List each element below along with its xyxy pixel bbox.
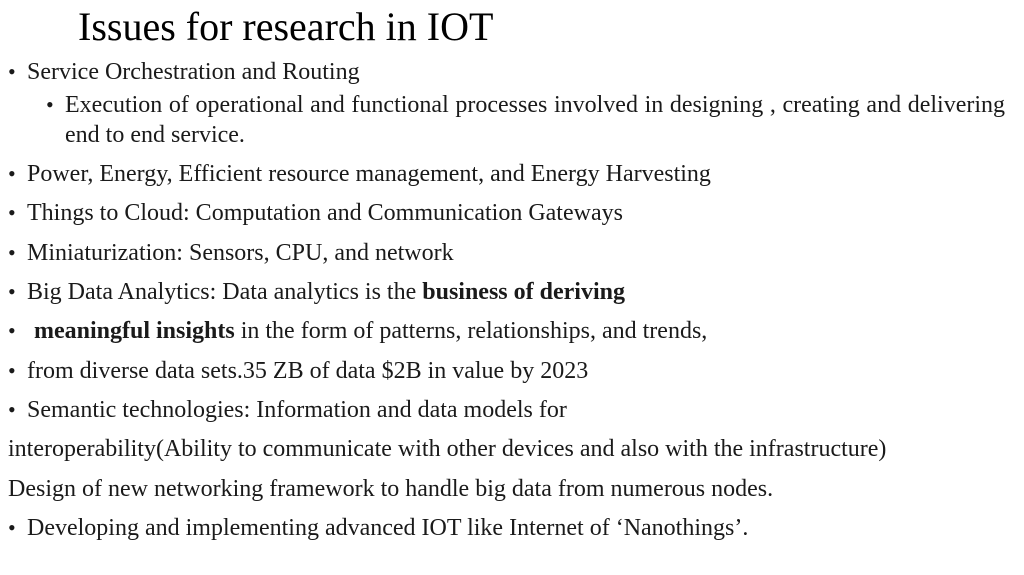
bullet-text-plain: Big Data Analytics: Data analytics is the	[27, 279, 423, 305]
slide-title: Issues for research in IOT	[78, 4, 494, 49]
bullet-icon: •	[8, 397, 16, 422]
sub-bullet-text: Execution of operational and functional processes involved in designing , creating and delivering end to end service.	[65, 92, 1005, 148]
bullet-icon: •	[8, 200, 16, 225]
paragraph-text: interoperability(Ability to communicate with other devices and also with the infrastructure)	[8, 436, 887, 462]
bullet-icon: •	[8, 240, 16, 265]
bullet-text-bold: business of deriving	[422, 279, 625, 305]
bullet-text	[27, 277, 625, 307]
bullet-text: Power, Energy, Efficient resource management, and Energy Harvesting	[27, 161, 711, 187]
bullet-text-bold: meaningful insights	[34, 318, 235, 344]
bullet-text: Miniaturization: Sensors, CPU, and network	[27, 240, 454, 266]
bullet-text: Things to Cloud: Computation and Communication Gateways	[27, 200, 623, 226]
bullet-text: Developing and implementing advanced IOT like Internet of ‘Nanothings’.	[27, 515, 749, 541]
bullet-text: Service Orchestration and Routing	[27, 59, 360, 85]
bullet-text	[34, 316, 707, 346]
bullet-icon: •	[8, 358, 16, 383]
bullet-icon: •	[8, 161, 16, 186]
sub-bullet-icon: •	[46, 92, 54, 117]
bullet-icon: •	[8, 59, 16, 84]
bullet-text: from diverse data sets.35 ZB of data $2B in value by 2023	[27, 358, 589, 384]
bullet-icon: •	[8, 279, 16, 304]
bullet-text-plain: in the form of patterns, relationships, and trends,	[234, 318, 708, 344]
bullet-text: Semantic technologies: Information and data models for	[27, 397, 567, 423]
bullet-icon: •	[8, 515, 16, 540]
bullet-icon: •	[8, 318, 16, 343]
paragraph-text: Design of new networking framework to handle big data from numerous nodes.	[8, 476, 774, 502]
